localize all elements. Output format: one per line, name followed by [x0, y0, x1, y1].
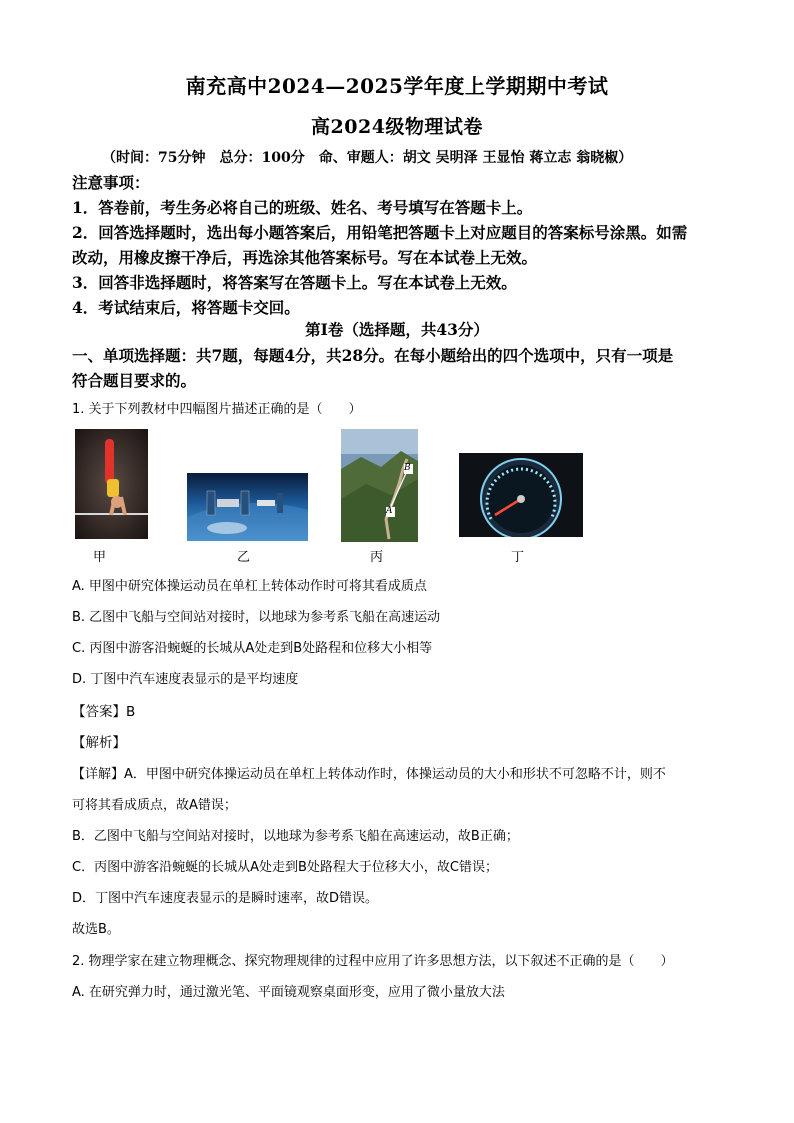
mc-instructions-line: 符合题目要求的。 [72, 371, 197, 390]
notes-heading: 注意事项： [72, 173, 150, 192]
q1-analysis: 【解析】 [72, 735, 126, 751]
notes-item: 改动，用橡皮擦干净后，再选涂其他答案标号。写在本试卷上无效。 [72, 248, 538, 267]
notes-item: 4．考试结束后，将答题卡交回。 [72, 298, 300, 317]
caption-ding: 丁 [511, 550, 525, 565]
notes-item: 2．回答选择题时，选出每小题答案后，用铅笔把答题卡上对应题目的答案标号涂黑。如需 [72, 223, 688, 242]
notes-item: 3．回答非选择题时，将答案写在答题卡上。写在本试卷上无效。 [72, 273, 517, 292]
exam-meta: （时间：75分钟 总分：100分 命、审题人：胡文 吴明泽 王显怡 蒋立志 翁晓椒） [102, 150, 633, 166]
caption-jia: 甲 [93, 550, 107, 565]
space-station-image [187, 473, 308, 541]
q1-detail-line: D．丁图中汽车速度表显示的是瞬时速率，故D错误。 [72, 891, 379, 906]
q1-option-a: A. 甲图中研究体操运动员在单杠上转体动作时可将其看成质点 [72, 579, 427, 594]
caption-bing: 丙 [370, 550, 384, 565]
mc-instructions [72, 343, 722, 393]
great-wall-image [341, 429, 418, 542]
q1-detail-line: B．乙图中飞船与空间站对接时，以地球为参考系飞船在高速运动，故B正确； [72, 829, 519, 844]
q1-detail-line: 可将其看成质点，故A错误； [72, 798, 237, 813]
notes-item: 1．答卷前，考生务必将自己的班级、姓名、考号填写在答题卡上。 [72, 198, 533, 217]
exam-title: 南充高中2024—2025学年度上学期期中考试 [185, 74, 609, 98]
notes-block [72, 170, 722, 320]
figure-space-station [187, 473, 308, 541]
q1-option-c: C. 丙图中游客沿蜿蜒的长城从A处走到B处路程和位移大小相等 [72, 641, 433, 656]
q1-option-b: B. 乙图中飞船与空间站对接时，以地球为参考系飞船在高速运动 [72, 610, 441, 625]
section-title: 第I卷（选择题，共43分） [305, 320, 489, 339]
label-a: A [386, 506, 393, 516]
figure-great-wall [341, 429, 418, 542]
q2-option-a: A. 在研究弹力时，通过激光笔、平面镜观察桌面形变，应用了微小量放大法 [72, 985, 505, 1000]
label-b: B [404, 463, 411, 473]
q1-detail-line: C．丙图中游客沿蜿蜒的长城从A处走到B处路程大于位移大小，故C错误； [72, 860, 498, 875]
q1-detail-line: 故选B。 [72, 922, 120, 937]
gymnast-image [75, 429, 148, 539]
q1-detail-line: 【详解】A．甲图中研究体操运动员在单杠上转体动作时，体操运动员的大小和形状不可忽略不计，则不 [72, 767, 666, 782]
q2-stem: 2. 物理学家在建立物理概念、探究物理规律的过程中应用了许多思想方法，以下叙述不正确的是（ ） [72, 954, 674, 969]
caption-yi: 乙 [237, 550, 251, 565]
figure-gymnast [75, 429, 148, 539]
figure-speedometer [459, 453, 583, 537]
mc-instructions-line: 一、单项选择题：共7题，每题4分，共28分。在每小题给出的四个选项中，只有一项是 [72, 346, 674, 365]
q1-answer: 【答案】B [72, 704, 136, 720]
exam-subtitle: 高2024级物理试卷 [311, 116, 483, 138]
q1-option-d: D. 丁图中汽车速度表显示的是平均速度 [72, 672, 299, 687]
speedometer-image [459, 453, 583, 537]
q1-stem: 1. 关于下列教材中四幅图片描述正确的是（ ） [72, 402, 362, 417]
